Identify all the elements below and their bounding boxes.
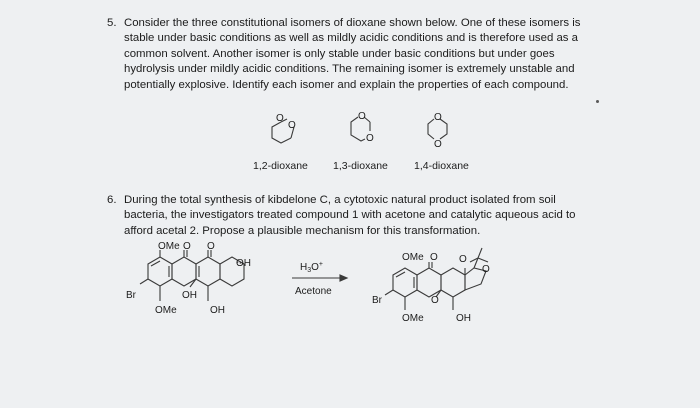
- question-6: [107, 193, 697, 243]
- c1-o-top-1: O: [183, 241, 191, 252]
- question-5-line: potentially explosive. Identify each isomer and explain the properties of each compound.: [124, 78, 569, 91]
- c2-o-acetal-1: O: [459, 254, 467, 265]
- question-5-line: hydrolysis under mildly acidic conditions. The remaining isomer is extremely unstable and: [124, 63, 575, 76]
- dioxane-13-label: 1,3-dioxane: [333, 160, 388, 172]
- question-6-text: [124, 193, 575, 239]
- question-6-line: afford acetal 2. Propose a plausible mechanism for this transformation.: [124, 224, 481, 237]
- c2-o-ring: O: [431, 295, 439, 306]
- dioxane-14-o1: O: [434, 112, 442, 123]
- question-6-number: 6.: [107, 194, 117, 206]
- c2-ome-bottom: OMe: [402, 313, 424, 324]
- c1-o-top-2: O: [207, 241, 215, 252]
- dioxane-13-o1: O: [358, 111, 366, 122]
- c2-br: Br: [372, 295, 382, 306]
- dioxane-14-label: 1,4-dioxane: [414, 160, 469, 172]
- c1-ome-top: OMe: [158, 241, 180, 252]
- c1-br: Br: [126, 290, 136, 301]
- c2-o-acetal-2: O: [482, 264, 490, 275]
- question-5-line: Consider the three constitutional isomers of dioxane shown below. One of these isomers is: [124, 17, 581, 29]
- dioxane-12-o2: O: [288, 120, 296, 131]
- question-6-line: During the total synthesis of kibdelone C, a cytotoxic natural product isolated from soil: [124, 194, 556, 206]
- solvent-label: Acetone: [295, 286, 332, 297]
- question-5-line: common solvent. Another isomer is only stable under basic conditions but under goes: [124, 47, 555, 60]
- reagent-label: $H_3O^+$: [300, 261, 324, 274]
- c2-ome-top: OMe: [402, 252, 424, 263]
- dioxane-12-label: 1,2-dioxane: [253, 160, 308, 172]
- c1-ome-bottom: OMe: [155, 305, 177, 316]
- reaction-arrowhead: [340, 275, 347, 281]
- dioxane-13-o2: O: [366, 133, 374, 144]
- c2-oh-bottom: OH: [456, 313, 471, 324]
- dioxane-14-o2: O: [434, 139, 442, 150]
- c1-oh-mid: OH: [182, 290, 197, 301]
- question-5-number: 5.: [107, 17, 117, 29]
- question-5-line: stable under basic conditions as well as mildly acidic conditions and is therefore used as a: [124, 32, 578, 45]
- c1-oh-right: OH: [236, 258, 251, 269]
- dioxane-12-o1: O: [276, 113, 284, 124]
- c1-oh-bottom: OH: [210, 305, 225, 316]
- c2-o-top-1: O: [430, 252, 438, 263]
- question-6-line: bacteria, the investigators treated compound 1 with acetone and catalytic aqueous acid to: [124, 209, 576, 222]
